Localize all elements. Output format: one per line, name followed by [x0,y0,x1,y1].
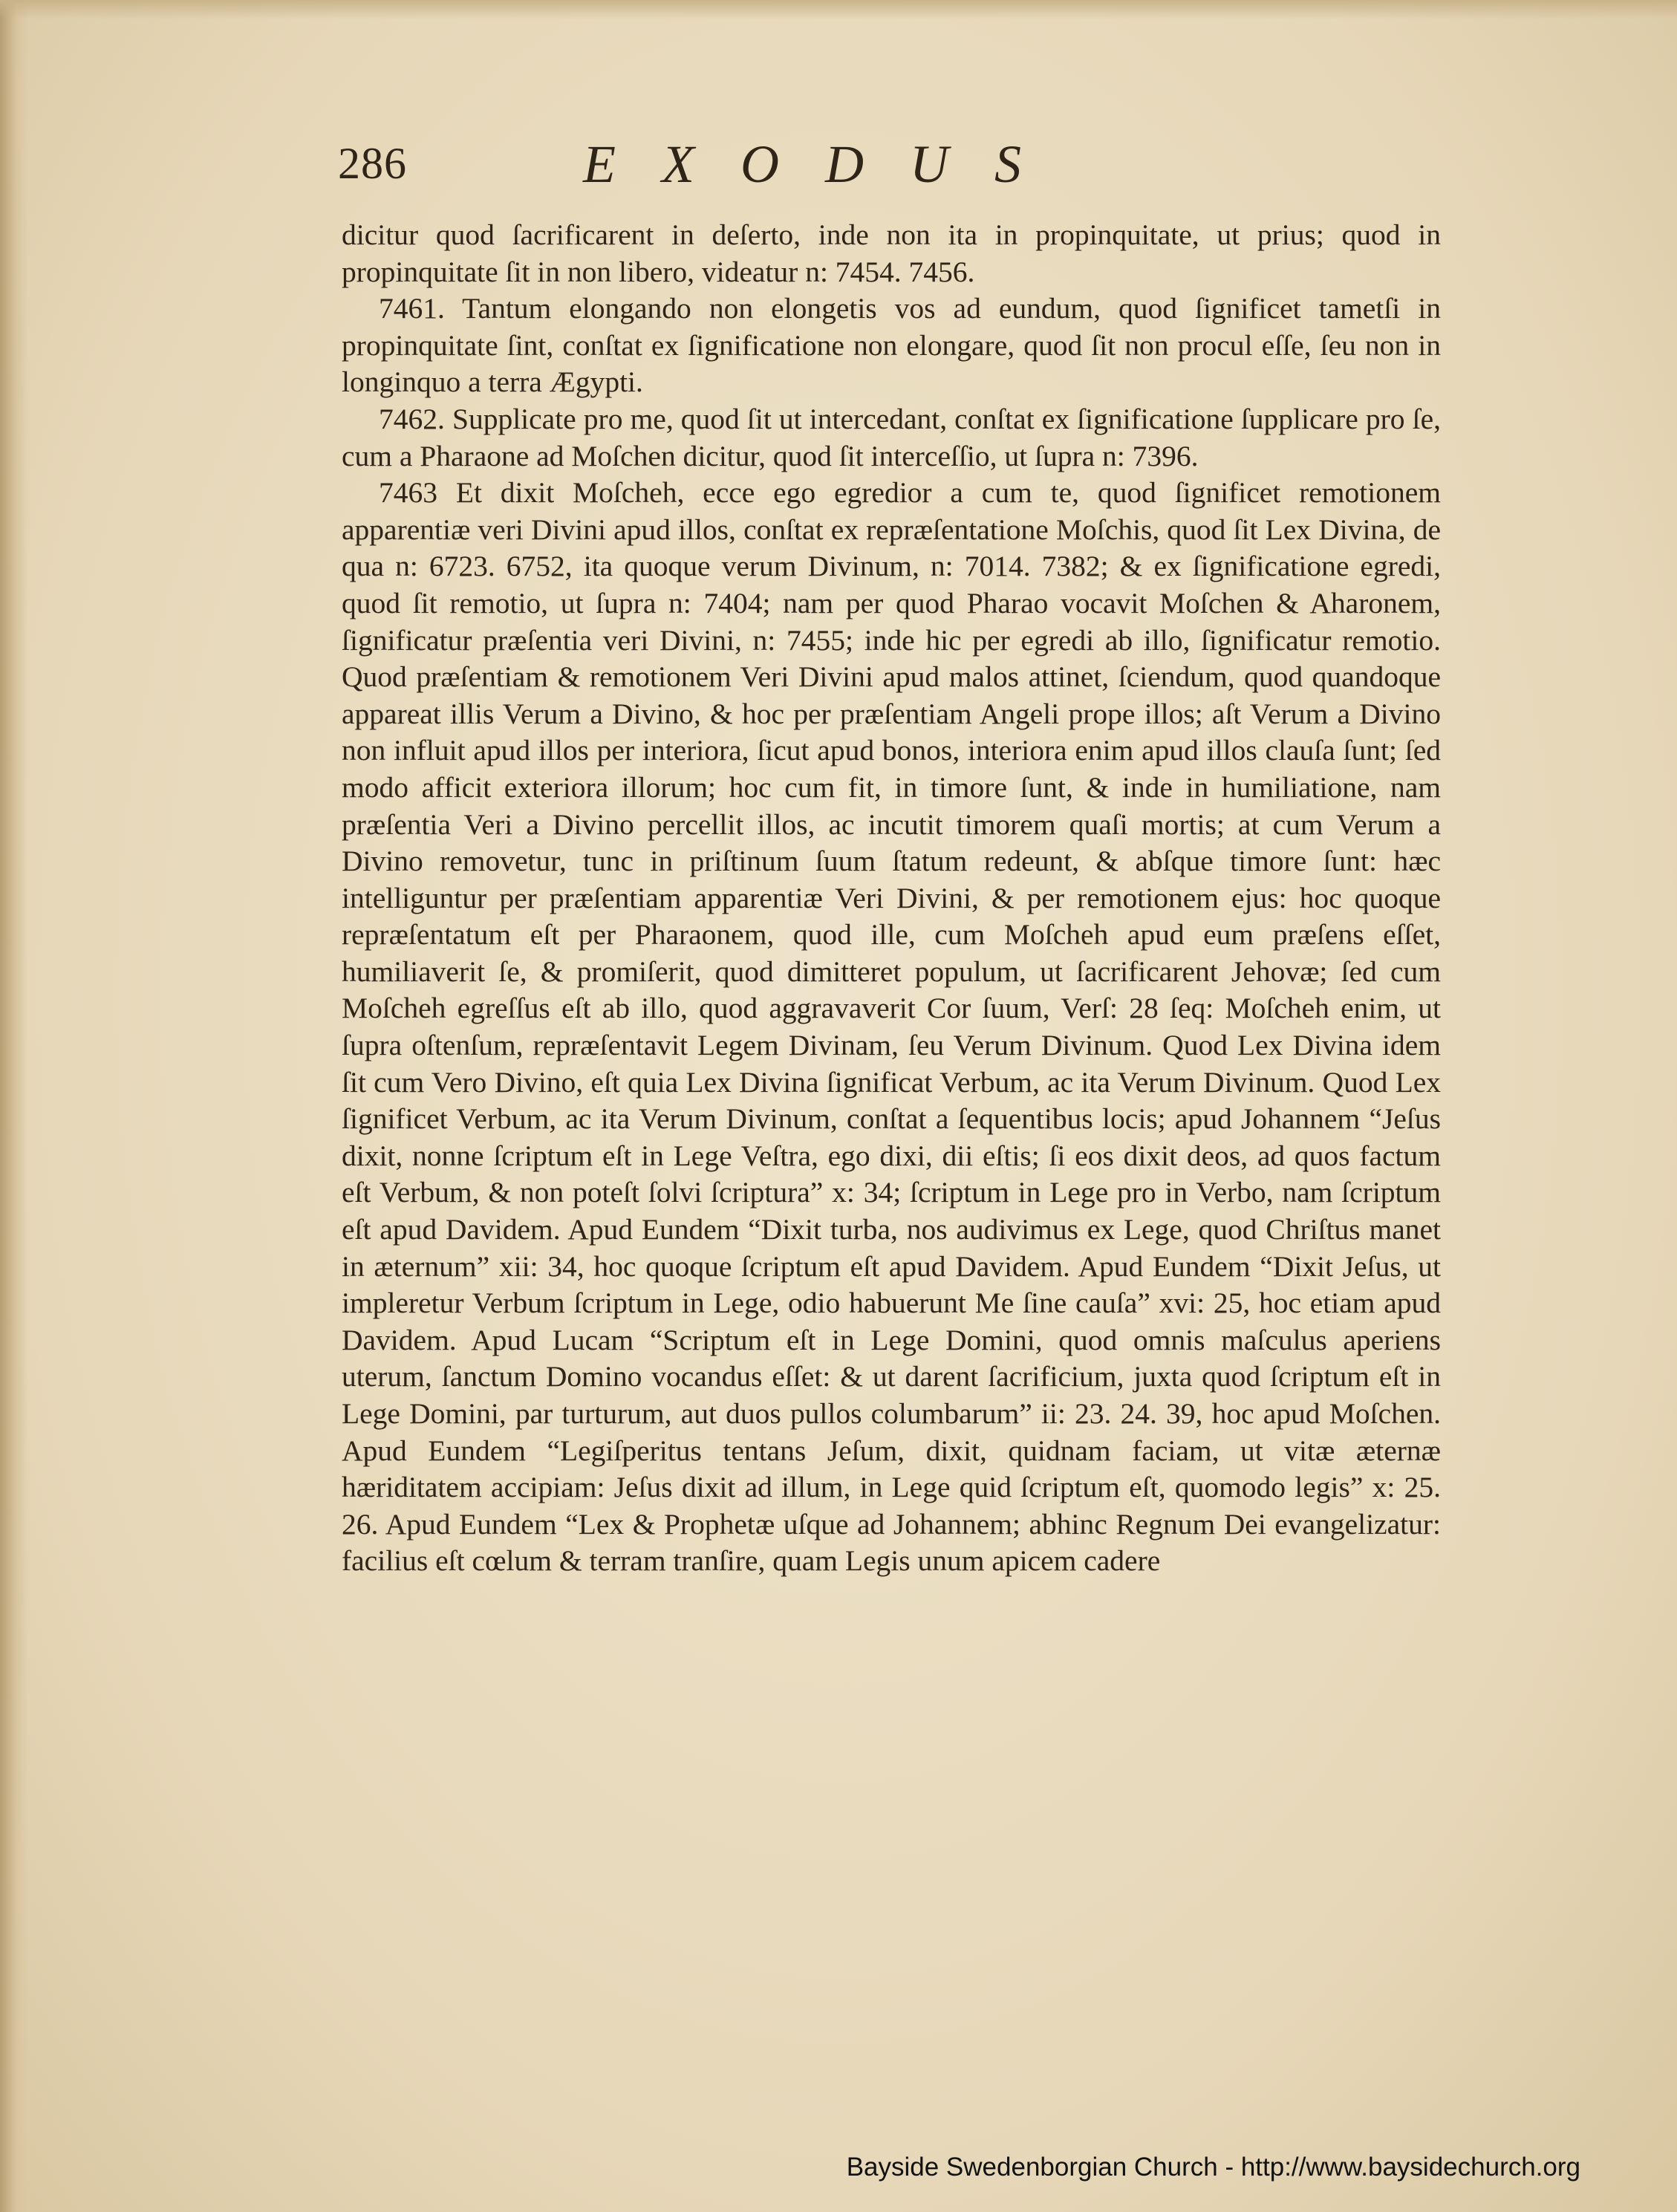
paragraph-7462: 7462. Supplicate pro me, quod ſit ut intercedant, conſtat ex ſignificatione ſupplicare pro ſe, cum a Pharaone ad Moſchen dicitur, quod ſit interceſſio, ut ſupra n: 7396. [342,402,1441,472]
page-number: 286 [338,139,407,188]
paragraph-7463: 7463 Et dixit Moſcheh, ecce ego egredior a cum te, quod ſignificet remotionem apparentiæ veri Divini apud illos, conſtat ex repræſentatione Moſchis, quod ſit Lex Divina, de qua n: 6723. 6752, ita quoque verum Divinum, n: 7014. 7382; & ex ſignificatione egredi, quod ſit remotio, ut ſupra n: 7404; nam per quod Pharao vocavit Moſchen & Aharonem, ſignificatur præſentia veri Divini, n: 7455; inde hic per egredi ab illo, ſignificatur remotio. Quod præſentiam & remotionem Veri Divini apud malos attinet, ſciendum, quod quandoque appareat illis Verum a Divino, & hoc per præſentiam Angeli prope illos; aſt Verum a Divino non influit apud illos per interiora, ſicut apud bonos, interiora enim apud illos clauſa ſunt; ſed modo afficit exteriora illorum; hoc cum fit, in timore ſunt, & inde in humiliatione, nam præſentia Veri a Divino percellit illos, ac incutit timorem quaſi mortis; at cum Verum a Divino removetur, tunc in priſtinum ſuum ſtatum redeunt, & abſque timore ſunt: hæc intelliguntur per præſentiam apparentiæ Veri Divini, & per remotionem ejus: hoc quoque repræſentatum eſt per Pharaonem, quod ille, cum Moſcheh apud eum præſens eſſet, humiliaverit ſe, & promiſerit, quod dimitteret populum, ut ſacrificarent Jehovæ; ſed cum Moſcheh egreſſus eſt ab illo, quod aggravaverit Cor ſuum, Verſ: 28 ſeq: Moſcheh enim, ut ſupra oſtenſum, repræſentavit Legem Divinam, ſeu Verum Divinum. Quod Lex Divina idem ſit cum Vero Divino, eſt quia Lex Divina ſignificat Verbum, ac ita Verum Divinum. Quod Lex ſignificet Verbum, ac ita Verum Divinum, conſtat a ſequentibus locis; apud Johannem “Jeſus dixit, nonne ſcriptum eſt in Lege Veſtra, ego dixi, dii eſtis; ſi eos dixit deos, ad quos factum eſt Verbum, & non poteſt ſolvi ſcriptura” x: 34; ſcriptum in Lege pro in Verbo, nam ſcriptum eſt apud Davidem. Apud Eundem “Dixit turba, nos audivimus ex Lege, quod Chriſtus manet in æternum” xii: 34, hoc quoque ſcriptum eſt apud Davidem. Apud Eundem “Dixit Jeſus, ut impleretur Verbum ſcriptum in Lege, odio habuerunt Me ſine cauſa” xvi: 25, hoc etiam apud Davidem. Apud Lucam “Scriptum eſt in Lege Domini, quod omnis maſculus aperiens uterum, ſanctum Domino vocandus eſſet: & ut darent ſacrificium, juxta quod ſcriptum eſt in Lege Domini, par turturum, aut duos pullos columbarum” ii: 23. 24. 39, hoc apud Moſchen. Apud Eundem “Legiſperitus tentans Jeſum, dixit, quidnam faciam, ut vitæ æternæ hæriditatem accipiam: Jeſus dixit ad illum, in Lege quid ſcriptum eſt, quomodo legis” x: 25. 26. Apud Eundem “Lex & Prophetæ uſque ad Johannem; abhinc Regnum Dei evangelizatur: facilius eſt cœlum & terram tranſire, quam Legis unum apicem cadere [342,476,1441,1578]
page-header [338,134,1441,201]
paragraph-continuation: dicitur quod ſacrificarent in deſerto, inde non ita in propinquitate, ut prius; quod in propinquitate ſit in non libero, videatur n: 7454. 7456. [342,218,1441,288]
running-head-title: EXODUS [583,134,1067,194]
page-body-text [342,217,1441,1580]
paragraph-7461: 7461. Tantum elongando non elongetis vos ad eundum, quod ſignificet tametſi in propinquitate ſint, conſtat ex ſignificatione non elongare, quod ſit non procul eſſe, ſeu non in longinquo a terra Ægypti. [342,292,1441,399]
page-top-shadow [0,0,1677,19]
footer-credit-watermark: Bayside Swedenborgian Church - http://www.baysidechurch.org [846,2153,1580,2182]
page-gutter-shadow [0,0,28,2212]
